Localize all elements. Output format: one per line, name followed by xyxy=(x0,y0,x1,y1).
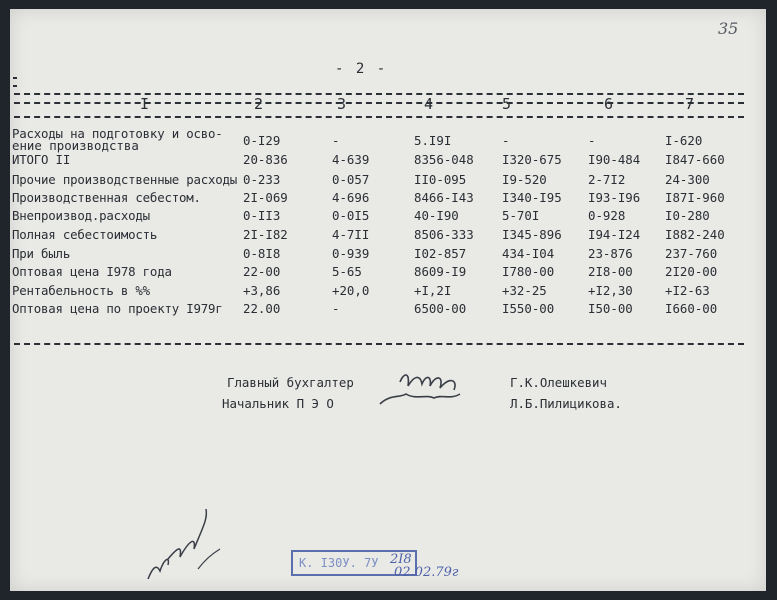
cell-col-5: I320-675 xyxy=(502,152,562,167)
row-label: Внепроизвод.расходы xyxy=(12,208,150,223)
cell-col-6: - xyxy=(588,133,596,148)
cell-col-7: I-620 xyxy=(665,133,703,148)
cell-col-6: 2-7I2 xyxy=(588,172,626,187)
column-header-3: 3 xyxy=(337,95,347,113)
table-row xyxy=(10,264,766,280)
cell-col-2: 0-II3 xyxy=(243,208,281,223)
table-row xyxy=(10,208,766,224)
table-row xyxy=(10,172,766,188)
cell-col-3: 4-7II xyxy=(332,227,370,242)
cell-col-3: - xyxy=(332,301,340,316)
cell-col-3: 4-639 xyxy=(332,152,370,167)
margin-tick xyxy=(13,85,17,87)
stamp-handwritten-number: 2I8 xyxy=(390,552,412,567)
table-row xyxy=(10,246,766,262)
cell-col-5: 434-I04 xyxy=(502,246,555,261)
cell-col-6: I94-I24 xyxy=(588,227,641,242)
cell-col-6: 23-876 xyxy=(588,246,633,261)
cell-col-2: 22.00 xyxy=(243,301,281,316)
row-label: Полная себестоимость xyxy=(12,227,158,242)
column-header-4: 4 xyxy=(424,95,434,113)
column-header-1: I xyxy=(140,95,150,113)
cell-col-5: +32-25 xyxy=(502,283,547,298)
column-header-6: 6 xyxy=(604,95,614,113)
cell-col-4: +I,2I xyxy=(414,283,452,298)
stamp-handwritten-date: 02.02.79г xyxy=(394,565,459,580)
archive-page-number: 35 xyxy=(718,19,739,38)
cell-col-5: I345-896 xyxy=(502,227,562,242)
cell-col-3: 0-057 xyxy=(332,172,370,187)
signature-title-chief-accountant: Главный бухгалтер xyxy=(227,375,354,390)
cell-col-6: I93-I96 xyxy=(588,190,641,205)
cell-col-4: II0-095 xyxy=(414,172,467,187)
cell-col-6: I90-484 xyxy=(588,152,641,167)
cell-col-5: I9-520 xyxy=(502,172,547,187)
cell-col-3: +20,0 xyxy=(332,283,370,298)
cell-col-4: 8609-I9 xyxy=(414,264,467,279)
row-label: При быль xyxy=(12,246,71,261)
row-label: ИТОГО II xyxy=(12,152,71,167)
cell-col-7: 24-300 xyxy=(665,172,710,187)
header-divider-top-2 xyxy=(14,102,744,104)
cell-col-7: 237-760 xyxy=(665,246,718,261)
row-label: Производственная себестом. xyxy=(12,190,201,205)
cell-col-6: I50-00 xyxy=(588,301,633,316)
cell-col-2: +3,86 xyxy=(243,283,281,298)
cell-col-7: I87I-960 xyxy=(665,190,725,205)
row-label: Прочие производственные расходы xyxy=(12,172,238,187)
cell-col-4: I02-857 xyxy=(414,246,467,261)
page-number: - 2 - xyxy=(335,61,388,77)
signature-name-chief-accountant: Г.К.Олешкевич xyxy=(510,375,607,390)
cell-col-2: 0-8I8 xyxy=(243,246,281,261)
table-row xyxy=(10,227,766,243)
cell-col-5: I550-00 xyxy=(502,301,555,316)
stamp-text: К. I30У. 7У xyxy=(299,556,379,570)
margin-tick xyxy=(13,77,17,79)
row-label: Оптовая цена I978 года xyxy=(12,264,172,279)
cell-col-3: 5-65 xyxy=(332,264,362,279)
cell-col-4: 8466-I43 xyxy=(414,190,474,205)
cell-col-5: I340-I95 xyxy=(502,190,562,205)
table-divider-bottom xyxy=(14,343,744,345)
column-header-2: 2 xyxy=(254,95,264,113)
header-divider-bottom xyxy=(14,116,744,118)
cell-col-2: 20-836 xyxy=(243,152,288,167)
cell-col-7: 2I20-00 xyxy=(665,264,718,279)
cell-col-3: - xyxy=(332,133,340,148)
document-page xyxy=(10,9,766,591)
cell-col-7: I660-00 xyxy=(665,301,718,316)
row-label: Оптовая цена по проекту I979г xyxy=(12,301,223,316)
handwritten-signature xyxy=(370,364,490,414)
row-label: Рентабельность в %% xyxy=(12,283,150,298)
cell-col-6: +I2,30 xyxy=(588,283,633,298)
cell-col-2: 2I-069 xyxy=(243,190,288,205)
cell-col-2: 2I-I82 xyxy=(243,227,288,242)
cell-col-3: 0-939 xyxy=(332,246,370,261)
cell-col-3: 4-696 xyxy=(332,190,370,205)
cell-col-4: 5.I9I xyxy=(414,133,452,148)
cell-col-4: 8506-333 xyxy=(414,227,474,242)
cell-col-6: 2I8-00 xyxy=(588,264,633,279)
cell-col-7: I847-660 xyxy=(665,152,725,167)
cell-col-2: 22-00 xyxy=(243,264,281,279)
cell-col-3: 0-0I5 xyxy=(332,208,370,223)
table-row xyxy=(10,283,766,299)
column-header-5: 5 xyxy=(502,95,512,113)
cell-col-6: 0-928 xyxy=(588,208,626,223)
handwritten-mark xyxy=(138,499,228,589)
cell-col-5: 5-70I xyxy=(502,208,540,223)
signature-title-head-peo: Начальник П Э О xyxy=(222,396,334,411)
cell-col-7: +I2-63 xyxy=(665,283,710,298)
row-label-continued: ение производства xyxy=(12,138,139,153)
cell-col-2: 0-233 xyxy=(243,172,281,187)
cell-col-4: 8356-048 xyxy=(414,152,474,167)
header-divider-top xyxy=(14,93,744,95)
cell-col-5: - xyxy=(502,133,510,148)
table-row xyxy=(10,301,766,317)
cell-col-2: 0-I29 xyxy=(243,133,281,148)
row-label: Расходы на подготовку и осво- xyxy=(12,126,223,141)
cell-col-7: I882-240 xyxy=(665,227,725,242)
table-row xyxy=(10,190,766,206)
cell-col-5: I780-00 xyxy=(502,264,555,279)
signature-name-head-peo: Л.Б.Пилицикова. xyxy=(510,396,622,411)
table-row xyxy=(10,152,766,168)
cell-col-4: 6500-00 xyxy=(414,301,467,316)
cell-col-7: I0-280 xyxy=(665,208,710,223)
cell-col-4: 40-I90 xyxy=(414,208,459,223)
column-header-7: 7 xyxy=(685,95,695,113)
table-row xyxy=(10,126,766,153)
